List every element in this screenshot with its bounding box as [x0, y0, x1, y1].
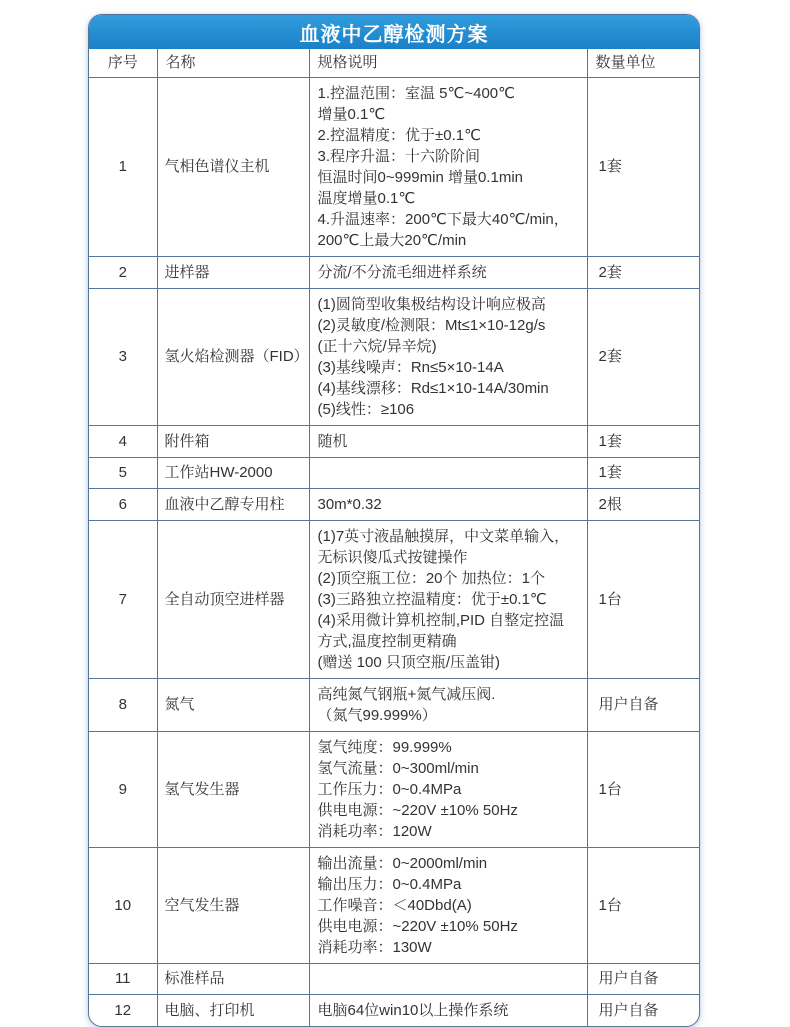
spec-line: 1.控温范围：室温 5℃~400℃	[317, 84, 515, 102]
spec-line: 消耗功率：130W	[317, 938, 432, 956]
spec-cell	[309, 847, 587, 963]
quantity-cell: 1套	[587, 457, 700, 488]
item-name-cell: 气相色谱仪主机	[157, 77, 309, 256]
spec-cell	[309, 678, 587, 731]
spec-line: 消耗功率：120W	[317, 822, 432, 840]
spec-line: (3)基线噪声：Rn≤5×10-14A	[317, 358, 504, 376]
spec-table	[89, 49, 700, 1026]
row-number-cell: 8	[89, 678, 157, 731]
spec-line: (赠送 100 只顶空瓶/压盖钳)	[317, 653, 501, 671]
item-name-cell: 电脑、打印机	[157, 994, 309, 1026]
spec-cell	[309, 288, 587, 425]
column-header: 规格说明	[309, 49, 587, 77]
spec-line: 工作压力：0~0.4MPa	[317, 780, 462, 798]
row-number-cell: 1	[89, 77, 157, 256]
spec-cell	[309, 731, 587, 847]
spec-cell	[309, 457, 587, 488]
spec-cell	[309, 520, 587, 678]
quantity-cell: 1台	[587, 731, 700, 847]
spec-line: (4)基线漂移：Rd≤1×10-14A/30min	[317, 379, 549, 397]
item-name-cell: 工作站HW-2000	[157, 457, 309, 488]
spec-line: 工作噪音：＜40Dbd(A)	[317, 896, 472, 914]
column-header: 数量单位	[587, 49, 700, 77]
spec-cell	[309, 963, 587, 994]
quantity-cell: 1套	[587, 77, 700, 256]
row-number-cell: 2	[89, 256, 157, 288]
table-row	[89, 256, 700, 288]
spec-line: 电脑64位win10以上操作系统	[317, 1001, 509, 1019]
spec-cell	[309, 256, 587, 288]
spec-line: 无标识傻瓜式按键操作	[317, 548, 468, 566]
spec-line: 4.升温速率：200℃下最大40℃/min，	[317, 210, 569, 228]
spec-cell	[309, 488, 587, 520]
item-name-cell: 附件箱	[157, 425, 309, 457]
row-number-cell: 4	[89, 425, 157, 457]
spec-line: 高纯氮气钢瓶+氮气减压阀.	[317, 685, 496, 703]
table-row	[89, 457, 700, 488]
spec-line: (4)采用微计算机控制,PID 自整定控温	[317, 611, 565, 629]
spec-cell	[309, 77, 587, 256]
spec-line: 供电电源：~220V ±10% 50Hz	[317, 917, 518, 935]
table-row	[89, 731, 700, 847]
spec-cell	[309, 425, 587, 457]
spec-line: （氮气99.999%）	[317, 706, 437, 724]
item-name-cell: 全自动顶空进样器	[157, 520, 309, 678]
row-number-cell: 3	[89, 288, 157, 425]
spec-line: (2)灵敏度/检测限：Mt≤1×10-12g/s	[317, 316, 546, 334]
table-row	[89, 488, 700, 520]
quantity-cell: 2根	[587, 488, 700, 520]
quantity-cell: 用户自备	[587, 678, 700, 731]
spec-line: 温度增量0.1℃	[317, 189, 416, 207]
spec-line: (2)顶空瓶工位：20个 加热位：1个	[317, 569, 546, 587]
row-number-cell: 9	[89, 731, 157, 847]
row-number-cell: 11	[89, 963, 157, 994]
quantity-cell: 1台	[587, 847, 700, 963]
row-number-cell: 5	[89, 457, 157, 488]
header-row	[89, 49, 700, 77]
quantity-cell: 2套	[587, 288, 700, 425]
item-name-cell: 空气发生器	[157, 847, 309, 963]
spec-line: (5)线性：≥106	[317, 400, 415, 418]
quantity-cell: 1台	[587, 520, 700, 678]
row-number-cell: 7	[89, 520, 157, 678]
row-number-cell: 10	[89, 847, 157, 963]
spec-line: 30m*0.32	[317, 495, 382, 513]
spec-line: (正十六烷/异辛烷)	[317, 337, 437, 355]
quantity-cell: 1套	[587, 425, 700, 457]
column-header: 名称	[157, 49, 309, 77]
spec-line: (1)7英寸液晶触摸屏，中文菜单输入，	[317, 527, 570, 545]
spec-line: 供电电源：~220V ±10% 50Hz	[317, 801, 518, 819]
spec-line: (3)三路独立控温精度：优于±0.1℃	[317, 590, 547, 608]
spec-line: 200℃上最大20℃/min	[317, 231, 467, 249]
quantity-cell: 用户自备	[587, 994, 700, 1026]
table-body	[89, 77, 700, 1026]
spec-line: 2.控温精度：优于±0.1℃	[317, 126, 481, 144]
item-name-cell: 血液中乙醇专用柱	[157, 488, 309, 520]
spec-line: 随机	[317, 432, 348, 450]
spec-line: (1)圆筒型收集极结构设计响应极高	[317, 295, 546, 313]
table-row	[89, 963, 700, 994]
table-title: 血液中乙醇检测方案	[89, 15, 699, 49]
item-name-cell: 标准样品	[157, 963, 309, 994]
spec-table-card	[88, 14, 700, 1027]
item-name-cell: 氮气	[157, 678, 309, 731]
spec-line: 方式,温度控制更精确	[317, 632, 457, 650]
spec-line: 输出流量：0~2000ml/min	[317, 854, 488, 872]
row-number-cell: 6	[89, 488, 157, 520]
table-row	[89, 994, 700, 1026]
item-name-cell: 氢气发生器	[157, 731, 309, 847]
spec-line: 增量0.1℃	[317, 105, 386, 123]
table-row	[89, 847, 700, 963]
item-name-cell: 氢火焰检测器（FID）	[157, 288, 309, 425]
spec-line: 输出压力：0~0.4MPa	[317, 875, 462, 893]
item-name-cell: 进样器	[157, 256, 309, 288]
table-row	[89, 520, 700, 678]
table-row	[89, 425, 700, 457]
row-number-cell: 12	[89, 994, 157, 1026]
spec-line: 恒温时间0~999min 增量0.1min	[317, 168, 523, 186]
spec-line: 氢气流量：0~300ml/min	[317, 759, 479, 777]
spec-line: 分流/不分流毛细进样系统	[317, 263, 487, 281]
table-row	[89, 77, 700, 256]
column-header: 序号	[89, 49, 157, 77]
table-row	[89, 678, 700, 731]
quantity-cell: 用户自备	[587, 963, 700, 994]
quantity-cell: 2套	[587, 256, 700, 288]
table-row	[89, 288, 700, 425]
spec-cell	[309, 994, 587, 1026]
spec-line: 3.程序升温：十六阶阶间	[317, 147, 481, 165]
spec-line: 氢气纯度：99.999%	[317, 738, 452, 756]
